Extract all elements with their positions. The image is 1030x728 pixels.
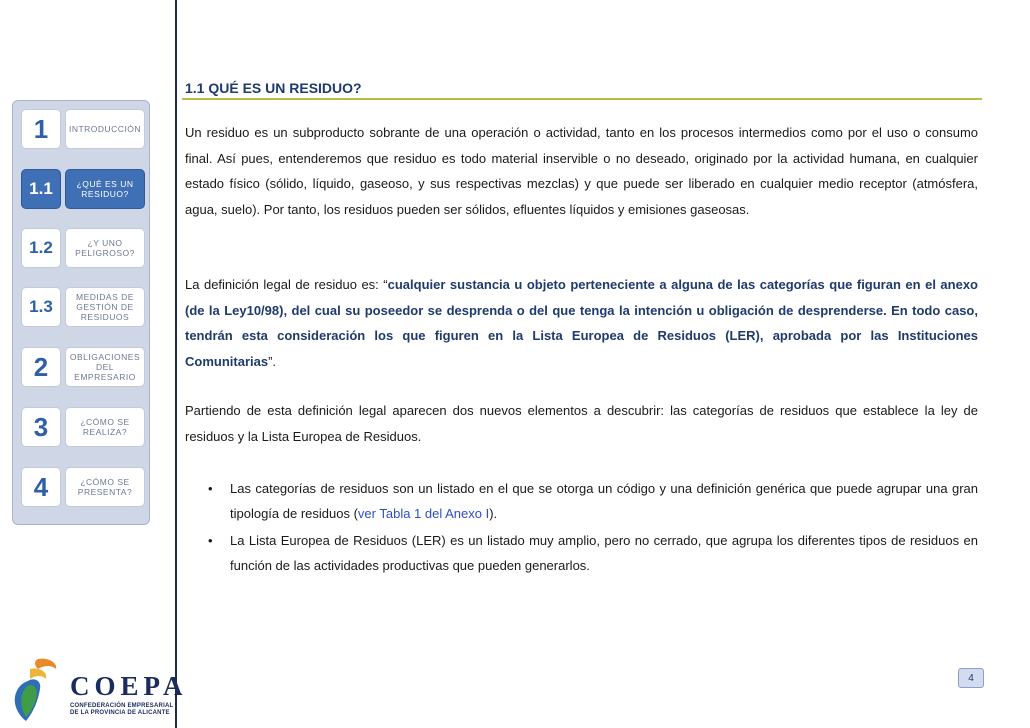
nav-label: ¿CÓMO SE REALIZA? (65, 407, 145, 447)
legal-definition-suffix: ”. (268, 354, 277, 370)
list-item (205, 476, 978, 526)
legal-definition-quote: cualquier sustancia u objeto perteneciente a alguna de las categorías que figuran en el anexo (de la Ley10/98), del cual su poseedor se desprenda o del que tenga la intención u obligación de desprenderse. En todo caso, tendrán esta consideración los que figuren en la Lista Europea de Residuos (LER), aprobada por las Instituciones Comunitarias (185, 277, 978, 370)
nav-number: 3 (21, 407, 61, 447)
nav-number: 4 (21, 467, 61, 507)
section-title: 1.1 QUÉ ES UN RESIDUO? (185, 80, 362, 96)
coepa-logo-text: COEPA (70, 671, 188, 701)
nav-item-medidas-de-gestion[interactable] (21, 287, 145, 327)
nav-label: INTRODUCCIÓN (65, 109, 145, 149)
title-underline (182, 98, 982, 100)
bullet-icon: • (208, 481, 213, 496)
nav-number: 1 (21, 109, 61, 149)
nav-number: 1.1 (21, 169, 61, 209)
nav-number: 1.2 (21, 228, 61, 268)
coepa-logo-icon (8, 655, 68, 725)
nav-label: ¿CÓMO SE PRESENTA? (65, 467, 145, 507)
nav-item-obligaciones[interactable] (21, 347, 145, 387)
bullet-icon: • (208, 533, 213, 548)
nav-label: ¿Y UNO PELIGROSO? (65, 228, 145, 268)
bullet-text: La Lista Europea de Residuos (LER) es un listado muy amplio, pero no cerrado, que agrupa los diferentes tipos de residuos en función de las actividades productivas que pueden generarlos. (230, 533, 978, 573)
paragraph-definition: Un residuo es un subproducto sobrante de una operación o actividad, tanto en los procesos intermedios como por el uso o consumo final. Así pues, entenderemos que residuo es todo material inservible o no deseado, originado por la actividad humana, en cualquier estado físico (sólido, líquido, gaseoso, y sus respectivas mezclas) y que puede ser liberado en cualquier medio receptor (atmósfera, agua, suelo). Por tanto, los residuos pueden ser sólidos, efluentes líquidos y emisiones gaseosas. (185, 125, 978, 218)
legal-definition-prefix: La definición legal de residuo es: “ (185, 277, 388, 292)
bullet-text-suffix: ). (489, 506, 498, 521)
bullet-list (205, 476, 978, 580)
nav-item-introduccion[interactable] (21, 109, 145, 149)
nav-number: 2 (21, 347, 61, 387)
nav-item-y-uno-peligroso[interactable] (21, 228, 145, 268)
list-item (205, 528, 978, 578)
nav-label: OBLIGACIONES DEL EMPRESARIO (65, 347, 145, 387)
bullet-text: Las categorías de residuos son un listado en el que se otorga un código y una definición genérica que puede agrupar una gran tipología de residuos ( (230, 481, 978, 521)
nav-item-como-se-presenta[interactable] (21, 467, 145, 507)
anexo-link[interactable]: ver Tabla 1 del Anexo I (357, 506, 490, 521)
logo-subtitle-line: CONFEDERACIÓN EMPRESARIAL (70, 703, 174, 709)
nav-label: MEDIDAS DE GESTIÓN DE RESIDUOS (65, 287, 145, 327)
nav-item-como-se-realiza[interactable] (21, 407, 145, 447)
page-number-badge: 4 (958, 668, 984, 688)
coepa-logo-subtitle (70, 703, 173, 717)
logo-subtitle-line: DE LA PROVINCIA DE ALICANTE (70, 710, 170, 716)
nav-label: ¿QUÉ ES UN RESIDUO? (65, 169, 145, 209)
paragraph-new-elements: Partiendo de esta definición legal aparecen dos nuevos elementos a descubrir: las categorías de residuos que establece la ley de residuos y la Lista Europea de Residuos. (185, 403, 978, 444)
nav-item-que-es-un-residuo[interactable] (21, 169, 145, 209)
nav-number: 1.3 (21, 287, 61, 327)
vertical-divider (175, 0, 177, 728)
paragraph-legal-definition (185, 272, 978, 375)
section-nav (12, 100, 150, 525)
